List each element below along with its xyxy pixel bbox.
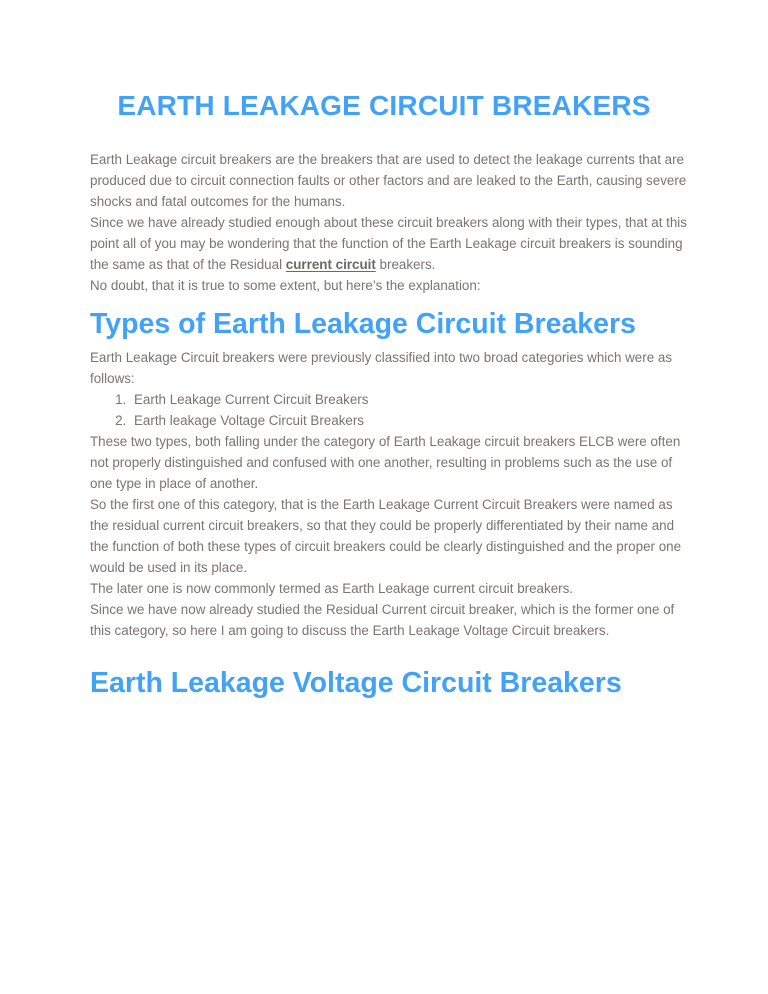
intro-paragraph-2-text: Since we have already studied enough about these circuit breakers along with their types, that at this point all of you may be wondering that the function of the Earth Leakage circuit breakers is sounding the same as that of the Residual (90, 215, 687, 272)
elvcb-heading: Earth Leakage Voltage Circuit Breakers (90, 667, 622, 699)
types-heading: Types of Earth Leakage Circuit Breakers (90, 308, 636, 340)
list-item: 2. Earth leakage Voltage Circuit Breakers (130, 410, 690, 431)
intro-paragraph-3: No doubt, that it is true to some extent, but here’s the explanation: (90, 278, 481, 293)
current-circuit-link[interactable]: current circuit (285, 257, 376, 272)
list-item: 1. Earth Leakage Current Circuit Breakers (130, 389, 690, 410)
types-paragraph-4: The later one is now commonly termed as Earth Leakage current circuit breakers. (90, 581, 574, 596)
intro-paragraph-2-tail: breakers. (375, 257, 436, 272)
intro-paragraph-2 (90, 212, 690, 275)
types-paragraph-2: These two types, both falling under the category of Earth Leakage circuit breakers ELCB were often not properly distinguished and confused with one another, resulting in problems such as the use of one type in place of another. (90, 434, 681, 491)
document-title: EARTH LEAKAGE CIRCUIT BREAKERS (117, 90, 651, 121)
types-paragraph-3: So the first one of this category, that is the Earth Leakage Current Circuit Breakers were named as the residual current circuit breakers, so that they could be properly differentiated by their name and the function of both these types of circuit breakers could be clearly distinguished and the proper one would be used in its place. (90, 497, 682, 575)
types-paragraph-1: Earth Leakage Circuit breakers were previously classified into two broad categories which were as follows: (90, 350, 673, 386)
intro-paragraph-1: Earth Leakage circuit breakers are the breakers that are used to detect the leakage currents that are produced due to circuit connection faults or other factors and are leaked to the Earth, causing severe shocks and fatal outcomes for the humans. (90, 152, 687, 209)
types-list (90, 389, 690, 431)
types-paragraph-5: Since we have now already studied the Residual Current circuit breaker, which is the former one of this category, so here I am going to discuss the Earth Leakage Voltage Circuit breakers. (90, 602, 675, 638)
intro-section (90, 149, 690, 296)
types-section (90, 347, 690, 641)
